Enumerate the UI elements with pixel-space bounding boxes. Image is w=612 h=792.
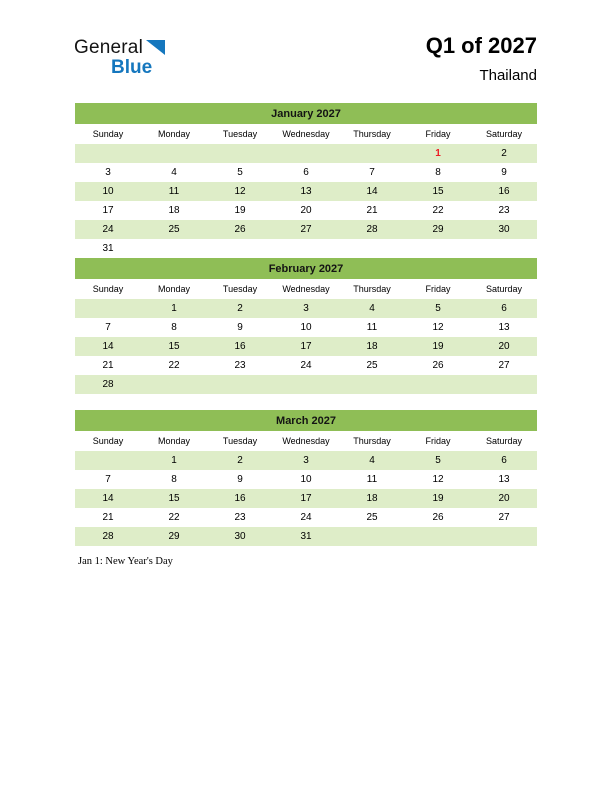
week-row (75, 220, 537, 239)
weekday-header-row (75, 124, 537, 144)
day-cell: 1 (141, 451, 207, 470)
day-cell: 8 (171, 322, 177, 333)
day-cell: 9 (237, 474, 243, 485)
empty-day-cell (75, 144, 141, 163)
day-cell: 12 (207, 182, 273, 201)
weekday-header: Saturday (471, 279, 537, 299)
weekday-header: Thursday (339, 279, 405, 299)
weekday-header: Monday (141, 431, 207, 451)
day-cell: 13 (498, 474, 510, 485)
empty-day-cell (339, 239, 405, 258)
day-cell: 31 (273, 527, 339, 546)
day-cell: 11 (366, 474, 378, 485)
day-cell: 7 (369, 167, 375, 178)
empty-day-cell (141, 375, 207, 394)
day-cell: 27 (498, 360, 510, 371)
weekday-header: Tuesday (207, 279, 273, 299)
logo-flag-icon (146, 40, 165, 55)
weekday-header: Friday (405, 431, 471, 451)
week-row (75, 489, 537, 508)
day-cell: 22 (168, 360, 180, 371)
day-cell: 12 (432, 322, 444, 333)
empty-day-cell (471, 527, 537, 546)
day-cell: 16 (207, 489, 273, 508)
month-title: February 2027 (75, 258, 537, 279)
day-cell: 26 (432, 512, 444, 523)
week-row (75, 299, 537, 318)
weekday-header: Wednesday (273, 431, 339, 451)
weekday-header-row (75, 431, 537, 451)
empty-day-cell (273, 239, 339, 258)
day-cell: 5 (405, 451, 471, 470)
day-cell: 6 (471, 451, 537, 470)
page-title: Q1 of 2027 (425, 33, 537, 58)
empty-day-cell (405, 527, 471, 546)
weekday-header: Tuesday (207, 124, 273, 144)
day-cell: 20 (300, 205, 312, 216)
weekday-header: Monday (141, 124, 207, 144)
weekday-header: Thursday (339, 431, 405, 451)
week-row (75, 337, 537, 356)
day-cell: 28 (75, 527, 141, 546)
empty-day-cell (339, 527, 405, 546)
day-cell: 5 (405, 299, 471, 318)
empty-day-cell (207, 239, 273, 258)
day-cell: 17 (273, 489, 339, 508)
day-cell: 11 (141, 182, 207, 201)
day-cell: 26 (432, 360, 444, 371)
holiday-day-cell: 1 (405, 144, 471, 163)
weekday-header: Thursday (339, 124, 405, 144)
day-cell: 25 (366, 360, 378, 371)
day-cell: 31 (102, 243, 114, 254)
empty-day-cell (207, 375, 273, 394)
day-cell: 21 (102, 512, 114, 523)
empty-day-cell (141, 239, 207, 258)
title-block (426, 33, 537, 84)
weekday-header-row (75, 279, 537, 299)
empty-day-cell (75, 451, 141, 470)
day-cell: 7 (105, 474, 111, 485)
empty-day-cell (141, 144, 207, 163)
weekday-header: Tuesday (207, 431, 273, 451)
day-cell: 16 (207, 337, 273, 356)
day-cell: 10 (75, 182, 141, 201)
empty-day-cell (405, 375, 471, 394)
day-cell: 15 (141, 337, 207, 356)
weekday-header: Wednesday (273, 279, 339, 299)
day-cell: 14 (75, 337, 141, 356)
day-cell: 27 (273, 220, 339, 239)
day-cell: 29 (405, 220, 471, 239)
day-cell: 3 (273, 299, 339, 318)
weekday-header: Sunday (75, 124, 141, 144)
week-row (75, 375, 537, 394)
day-cell: 8 (171, 474, 177, 485)
day-cell: 2 (207, 299, 273, 318)
day-cell: 11 (366, 322, 378, 333)
empty-day-cell (339, 144, 405, 163)
day-cell: 21 (366, 205, 378, 216)
day-cell: 18 (339, 489, 405, 508)
day-cell: 29 (141, 527, 207, 546)
week-row (75, 182, 537, 201)
day-cell: 8 (435, 167, 441, 178)
day-cell: 24 (75, 220, 141, 239)
empty-day-cell (339, 375, 405, 394)
day-cell: 22 (432, 205, 444, 216)
day-cell: 20 (471, 489, 537, 508)
month-title: January 2027 (75, 103, 537, 124)
day-cell: 24 (300, 360, 312, 371)
empty-day-cell (75, 299, 141, 318)
week-row (75, 451, 537, 470)
weekday-header: Wednesday (273, 124, 339, 144)
day-cell: 14 (75, 489, 141, 508)
day-cell: 2 (471, 144, 537, 163)
month-calendar (75, 258, 537, 394)
day-cell: 9 (237, 322, 243, 333)
empty-day-cell (273, 144, 339, 163)
weekday-header: Monday (141, 279, 207, 299)
day-cell: 14 (339, 182, 405, 201)
day-cell: 20 (471, 337, 537, 356)
empty-day-cell (471, 375, 537, 394)
empty-day-cell (207, 144, 273, 163)
day-cell: 3 (273, 451, 339, 470)
day-cell: 19 (405, 489, 471, 508)
weekday-header: Friday (405, 279, 471, 299)
day-cell: 26 (207, 220, 273, 239)
weekday-header: Sunday (75, 279, 141, 299)
week-row (75, 508, 537, 527)
week-row (75, 201, 537, 220)
day-cell: 3 (105, 167, 111, 178)
day-cell: 4 (171, 167, 177, 178)
empty-day-cell (405, 239, 471, 258)
day-cell: 5 (237, 167, 243, 178)
day-cell: 23 (498, 205, 510, 216)
day-cell: 30 (207, 527, 273, 546)
day-cell: 10 (300, 474, 312, 485)
day-cell: 4 (339, 299, 405, 318)
day-cell: 22 (168, 512, 180, 523)
holiday-footnote: Jan 1: New Year's Day (78, 556, 173, 567)
day-cell: 25 (366, 512, 378, 523)
week-row (75, 239, 537, 258)
day-cell: 18 (168, 205, 180, 216)
day-cell: 15 (405, 182, 471, 201)
day-cell: 28 (75, 375, 141, 394)
empty-day-cell (273, 375, 339, 394)
day-cell: 16 (471, 182, 537, 201)
day-cell: 6 (303, 167, 309, 178)
month-title: March 2027 (75, 410, 537, 431)
weekday-header: Saturday (471, 124, 537, 144)
weekday-header: Friday (405, 124, 471, 144)
day-cell: 21 (102, 360, 114, 371)
page-subtitle: Thailand (479, 67, 537, 84)
week-row (75, 356, 537, 375)
week-row (75, 527, 537, 546)
day-cell: 17 (273, 337, 339, 356)
day-cell: 10 (300, 322, 312, 333)
day-cell: 15 (141, 489, 207, 508)
day-cell: 23 (234, 512, 246, 523)
logo-text-blue: Blue (111, 57, 153, 78)
day-cell: 28 (339, 220, 405, 239)
logo-text-general: General (74, 37, 143, 58)
logo-line1 (74, 38, 165, 57)
month-calendar (75, 103, 537, 258)
day-cell: 7 (105, 322, 111, 333)
week-row (75, 470, 537, 489)
empty-day-cell (471, 239, 537, 258)
day-cell: 6 (471, 299, 537, 318)
day-cell: 18 (339, 337, 405, 356)
day-cell: 19 (234, 205, 246, 216)
day-cell: 13 (273, 182, 339, 201)
month-calendar (75, 410, 537, 546)
day-cell: 19 (405, 337, 471, 356)
week-row (75, 163, 537, 182)
day-cell: 4 (339, 451, 405, 470)
day-cell: 12 (432, 474, 444, 485)
weekday-header: Sunday (75, 431, 141, 451)
weekday-header: Saturday (471, 431, 537, 451)
day-cell: 2 (207, 451, 273, 470)
day-cell: 1 (141, 299, 207, 318)
general-blue-logo (74, 38, 165, 77)
day-cell: 27 (498, 512, 510, 523)
day-cell: 13 (498, 322, 510, 333)
day-cell: 24 (300, 512, 312, 523)
day-cell: 23 (234, 360, 246, 371)
week-row (75, 318, 537, 337)
day-cell: 25 (141, 220, 207, 239)
day-cell: 30 (471, 220, 537, 239)
day-cell: 9 (501, 167, 507, 178)
day-cell: 17 (102, 205, 114, 216)
week-row (75, 144, 537, 163)
